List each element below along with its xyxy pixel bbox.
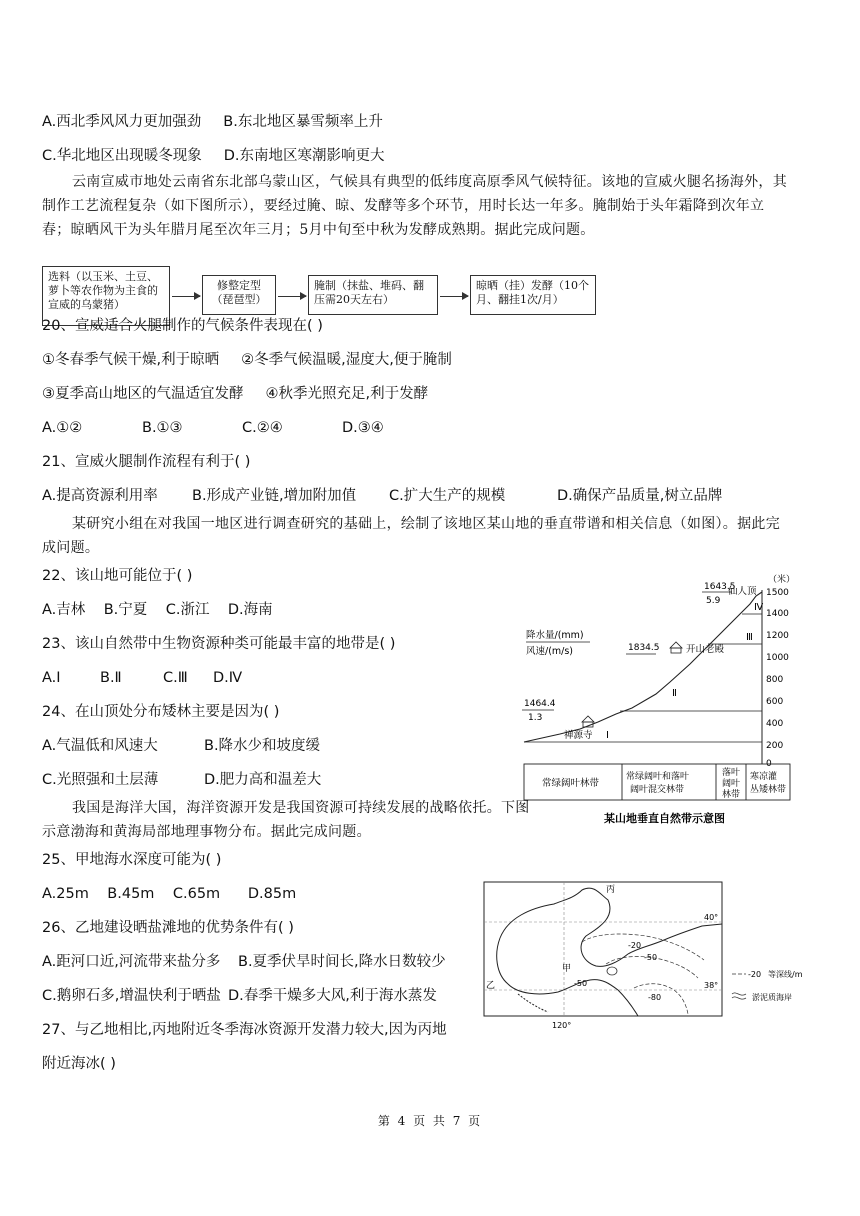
temple-icon <box>671 648 681 653</box>
mountain-profile <box>524 592 762 742</box>
q20-option-b[interactable]: B.①③ <box>142 420 183 436</box>
peak-precip: 1643.5 <box>704 582 736 592</box>
label-jia: 甲 <box>562 964 572 974</box>
q25-option-b[interactable]: B.45m <box>107 886 155 902</box>
passage-sea: 我国是海洋大国，海洋资源开发是我国资源可持续发展的战略依托。下图示意渤海和黄海局部地理事物分布。据此完成问题。 <box>42 800 530 840</box>
q20-statements-2 <box>42 384 428 404</box>
q19-options-line1 <box>42 112 383 132</box>
zone-I-label: Ⅰ <box>606 730 609 741</box>
tick-1200: 1200 <box>766 631 789 641</box>
legend-coast-line <box>732 997 746 999</box>
q21-stem: 21、宣威火腿制作流程有利于( ) <box>42 454 251 470</box>
q21-options <box>42 486 722 506</box>
label-lat40: 40° <box>704 913 719 922</box>
map-frame <box>484 882 722 1016</box>
contour-label-80: -80 <box>648 993 662 1002</box>
passage-ham: 云南宣威市地处云南省东北部乌蒙山区，气候具有典型的低纬度高原季风气候特征。该地的宣威火腿名扬海外，其制作工艺流程复杂（如下图所示），要经过腌、晾、发酵等多个环节，用时长达一年多。腌制始于头年霜降到次年立春；晾晒风干为头年腊月尾至次年三月；5月中旬至中秋为发酵成熟期。据此完成问题。 <box>42 174 787 238</box>
flow-arrow <box>440 296 468 297</box>
q24-stem: 24、在山顶处分布矮林主要是因为( ) <box>42 704 280 720</box>
q22-option-a[interactable]: A.吉林 <box>42 602 86 618</box>
figure-caption: 某山地垂直自然带示意图 <box>604 812 725 825</box>
peak-name: 仙人顶 <box>728 586 757 597</box>
q25-option-a[interactable]: A.25m <box>42 886 89 902</box>
legend-contour: 等深线/m <box>768 970 803 979</box>
legend-contour-value: -20 <box>748 970 762 979</box>
tick-1000: 1000 <box>766 653 789 663</box>
q27-stem-line1: 27、与乙地相比,丙地附近冬季海冰资源开发潜力较大,因为丙地 <box>42 1022 447 1038</box>
q20-statement-3: ③夏季高山地区的气温适宜发酵 <box>42 386 244 402</box>
q25-options <box>42 884 296 904</box>
q20-statement-2: ②冬季气候温暖,湿度大,便于腌制 <box>241 352 452 368</box>
q24-option-a[interactable]: A.气温低和风速大 <box>42 738 158 754</box>
mid-name: 开山老殿 <box>686 644 725 655</box>
q19-option-c[interactable]: C.华北地区出现暖冬现象 <box>42 148 202 164</box>
q23-stem: 23、该山自然带中生物资源种类可能最丰富的地带是( ) <box>42 636 396 652</box>
q23-option-a[interactable]: A.Ⅰ <box>42 670 61 686</box>
contour-20 <box>582 934 704 960</box>
y-ticks <box>766 588 789 769</box>
q23-option-d[interactable]: D.Ⅳ <box>213 670 243 686</box>
mid-precip: 1834.5 <box>628 643 660 653</box>
q20-options <box>42 418 384 438</box>
q25-option-c[interactable]: C.65m <box>172 886 221 902</box>
bohai-yellow-sea-map <box>478 878 838 1038</box>
q20-statement-1: ①冬春季气候干燥,利于晾晒 <box>42 352 220 368</box>
q23-option-c[interactable]: C.Ⅲ <box>163 670 188 686</box>
y-unit: （米） <box>768 575 796 585</box>
legend-wind: 风速/(m/s) <box>526 646 574 657</box>
q24-options-1 <box>42 736 320 756</box>
contour-label-50b: -50 <box>574 979 588 988</box>
q20-option-a[interactable]: A.①② <box>42 420 83 436</box>
q24-option-d[interactable]: D.肥力高和温差大 <box>204 772 322 788</box>
label-bing: 丙 <box>606 885 616 895</box>
flow-step-trim: 修整定型（琵琶型） <box>202 275 276 315</box>
q21-option-d[interactable]: D.确保产品质量,树立品牌 <box>557 488 723 504</box>
q26-option-a[interactable]: A.距河口近,河流带来盐分多 <box>42 954 221 970</box>
q22-option-d[interactable]: D.海南 <box>227 602 273 618</box>
tick-600: 600 <box>766 697 784 707</box>
low-precip: 1464.4 <box>524 699 556 709</box>
q25-option-d[interactable]: D.85m <box>247 886 297 902</box>
belt-4-line2: 丛矮林带 <box>750 785 787 795</box>
low-wind: 1.3 <box>528 713 543 723</box>
zone-II-label: Ⅱ <box>672 688 677 699</box>
tick-800: 800 <box>766 675 784 685</box>
passage-mountain: 某研究小组在对我国一地区进行调查研究的基础上，绘制了该地区某山地的垂直带谱和相关信息（如图）。据此完成问题。 <box>42 516 780 556</box>
legend-precip: 降水量/(mm) <box>526 630 584 641</box>
q22-option-c[interactable]: C.浙江 <box>165 602 210 618</box>
flow-step-cure: 腌制（抹盐、堆码、翻压需20天左右） <box>308 275 438 315</box>
q22-options <box>42 600 273 620</box>
flow-step-selection: 选料（以玉米、土豆、萝卜等农作物为主食的宣威的乌蒙猪） <box>42 266 170 326</box>
belt-1: 常绿阔叶林带 <box>542 778 600 789</box>
q24-option-b[interactable]: B.降水少和坡度缓 <box>204 738 321 754</box>
zone-III-label: Ⅲ <box>746 632 753 643</box>
q20-statement-4: ④秋季光照充足,利于发酵 <box>265 386 429 402</box>
temple-icon <box>582 716 594 722</box>
tick-400: 400 <box>766 719 784 729</box>
q26-option-b[interactable]: B.夏季伏旱时间长,降水日数较少 <box>238 954 446 970</box>
belt-4-line1: 寒凉灌 <box>750 772 778 782</box>
peak-wind: 5.9 <box>706 596 721 606</box>
coastline-north <box>500 888 722 966</box>
q26-options-2 <box>42 986 437 1006</box>
tick-1400: 1400 <box>766 609 789 619</box>
q22-option-b[interactable]: B.宁夏 <box>103 602 148 618</box>
temple-icon <box>670 642 682 648</box>
q24-options-2 <box>42 770 321 790</box>
q21-option-b[interactable]: B.形成产业链,增加附加值 <box>192 488 357 504</box>
label-yi: 乙 <box>486 981 496 991</box>
flow-arrow <box>278 296 306 297</box>
q19-options-line2 <box>42 146 385 166</box>
q26-option-d[interactable]: D.春季干燥多大风,利于海水蒸发 <box>228 988 437 1004</box>
coastline-south <box>497 938 638 1016</box>
q20-option-c[interactable]: C.②④ <box>242 420 283 436</box>
q26-options-1 <box>42 952 446 972</box>
tick-0: 0 <box>766 759 772 769</box>
label-lat38: 38° <box>704 981 719 990</box>
mountain-vertical-zone-figure <box>520 574 800 830</box>
belt-3-line1: 落叶 <box>722 768 741 778</box>
legend-coast: 淤泥质海岸 <box>752 993 792 1002</box>
belt-3-line2: 阔叶 <box>722 779 741 789</box>
flow-arrow <box>172 296 200 297</box>
q22-stem: 22、该山地可能位于( ) <box>42 568 193 584</box>
q27-stem-line2: 附近海冰( ) <box>42 1056 116 1072</box>
legend-coast-line <box>732 993 746 995</box>
q25-stem: 25、甲地海水深度可能为( ) <box>42 852 222 868</box>
zone-IV-label: Ⅳ <box>754 602 764 613</box>
q21-option-a[interactable]: A.提高资源利用率 <box>42 488 158 504</box>
belt-2-line2: 阔叶混交林带 <box>630 785 685 795</box>
q19-option-b[interactable]: B.东北地区暴雪频率上升 <box>223 114 383 130</box>
q20-statements-1 <box>42 350 452 370</box>
low-name: 禅源寺 <box>564 730 593 741</box>
q21-option-c[interactable]: C.扩大生产的规模 <box>389 488 506 504</box>
belt-2-line1: 常绿阔叶和落叶 <box>626 772 690 782</box>
contour-label-50a: -50 <box>644 953 658 962</box>
tick-200: 200 <box>766 741 784 751</box>
flow-step-ferment: 晾晒（挂）发酵（10个月、翻挂1次/月） <box>470 275 596 315</box>
q26-stem: 26、乙地建设晒盐滩地的优势条件有( ) <box>42 920 294 936</box>
contour-circle <box>607 967 617 975</box>
q19-option-a[interactable]: A.西北季风风力更加强劲 <box>42 114 202 130</box>
page-footer: 第 4 页 共 7 页 <box>377 1114 483 1128</box>
q20-option-d[interactable]: D.③④ <box>342 420 384 436</box>
belt-3-line3: 林带 <box>722 790 741 800</box>
muddy-coast <box>518 994 548 1012</box>
q20-stem: 20、宣威适合火腿制作的气候条件表现在( ) <box>42 318 323 334</box>
tick-1500: 1500 <box>766 588 789 598</box>
q19-option-d[interactable]: D.东南地区寒潮影响更大 <box>223 148 385 164</box>
label-lon120: 120° <box>552 1021 572 1030</box>
q26-option-c[interactable]: C.鹅卵石多,增温快利于晒盐 <box>42 988 221 1004</box>
q24-option-c[interactable]: C.光照强和土层薄 <box>42 772 159 788</box>
q23-option-b[interactable]: B.Ⅱ <box>100 670 122 686</box>
contour-label-20: -20 <box>628 941 642 950</box>
q23-options <box>42 668 242 688</box>
